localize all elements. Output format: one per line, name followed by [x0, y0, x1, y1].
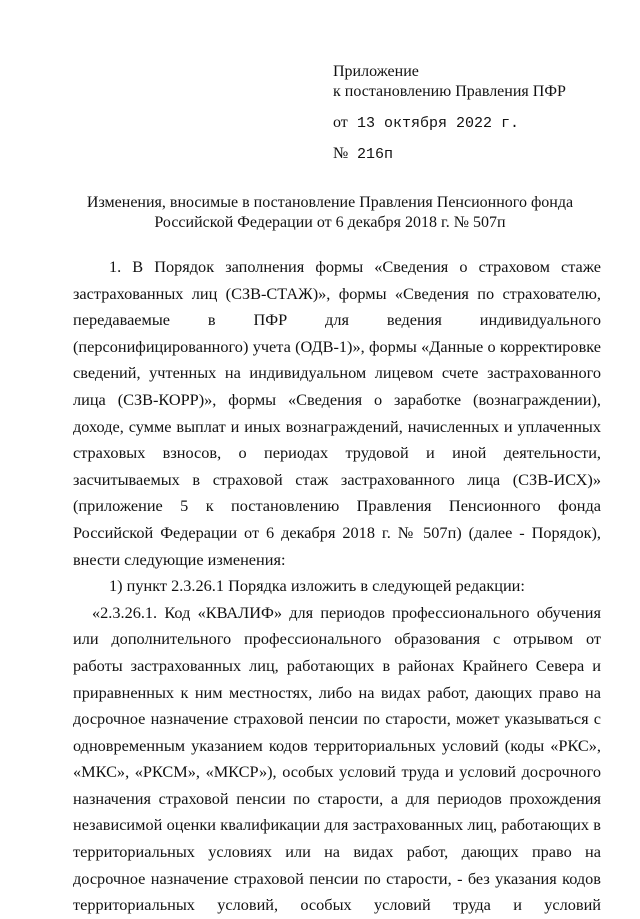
appendix-header — [333, 62, 566, 165]
number-value: 216п — [357, 146, 394, 163]
appendix-number-row — [333, 144, 566, 165]
title-line-1: Изменения, вносимые в постановление Правления Пенсионного фонда — [86, 194, 574, 211]
appendix-date-row — [333, 113, 566, 134]
title-line-2: Российской Федерации от 6 декабря 2018 г. № 507п — [154, 214, 506, 231]
date-prefix: от — [333, 114, 348, 131]
document-body — [73, 254, 601, 919]
appendix-label: Приложение — [333, 63, 419, 80]
paragraph-item-1: 1. В Порядок заполнения формы «Сведения о страховом стаже застрахованных лиц (СЗВ-СТАЖ)», формы «Сведения по страхователю, передаваемые в ПФР для ведения индивидуального (персонифицированного) учета (ОДВ-1)», формы «Данные о корректировке сведений, учтенных на индивидуальном лицевом счете застрахованного лица (СЗВ-КОРР)», формы «Сведения о заработке (вознаграждении), доходе, сумме выплат и иных вознаграждений, начисленных и уплаченных страховых взносов, о периодах трудовой и иной деятельности, засчитываемых в страховой стаж застрахованного лица (СЗВ-ИСХ)» (приложение 5 к постановлению Правления Пенсионного фонда Российской Федерации от 6 декабря 2018 г. № 507п) (далее - Порядок), внести следующие изменения: — [73, 257, 601, 569]
appendix-resolution-ref: к постановлению Правления ПФР — [333, 83, 566, 100]
paragraph-subitem-1: 1) пункт 2.3.26.1 Порядка изложить в следующей редакции: — [109, 576, 525, 596]
document-title — [60, 193, 600, 233]
date-value: 13 октября 2022 г. — [357, 115, 520, 132]
number-prefix: № — [333, 145, 349, 162]
paragraph-quoted-text: «2.3.26.1. Код «КВАЛИФ» для периодов профессионального обучения или дополнительного профессионального образования с отрывом от работы застрахованных лиц, работающих в районах Крайнего Севера и приравненных к ним местностях, либо на видах работ, дающих право на досрочное назначение страховой пенсии по старости, может указываться с одновременным указанием кодов территориальных условий (коды «РКС», «МКС», «РКСМ», «МКСР»), особых условий труда и условий досрочного назначения страховой пенсии по старости, а для периодов прохождения независимой оценки квалификации для застрахованных лиц, работающих в территориальных условиях или на видах работ, дающих право на досрочное назначение страховой пенсии по старости, - без указания кодов территориальных условий, особых условий труда и условий — [73, 602, 601, 915]
